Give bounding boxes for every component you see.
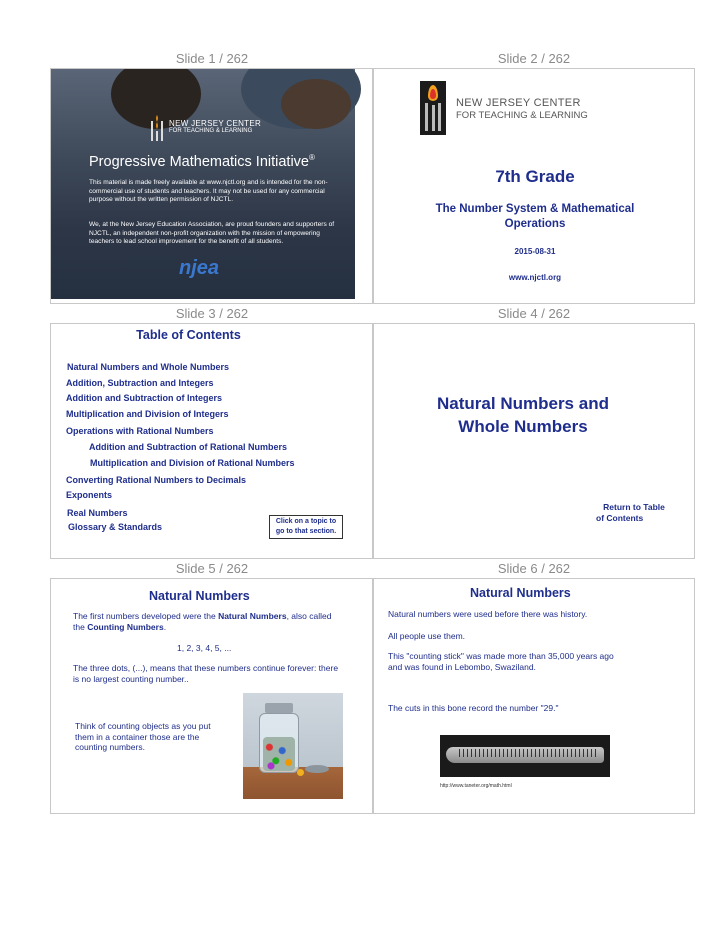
njea-logo: njea	[179, 257, 220, 279]
toc-item-mult-div-integers[interactable]: Multiplication and Division of Integers	[66, 409, 229, 419]
toc-note-box	[269, 515, 343, 539]
p1-mid: , also called the	[73, 611, 332, 632]
registered-mark: ®	[309, 153, 315, 162]
subject-line2: Operations	[504, 218, 566, 230]
njctl-logo-icon	[420, 81, 446, 135]
njctl-logo-icon	[149, 113, 165, 143]
lid-ring	[305, 765, 329, 773]
toc-item-mult-div-rational[interactable]: Multiplication and Division of Rational Numbers	[90, 458, 295, 468]
slide1-para2: We, at the New Jersey Education Association, are proud founders and supporters of NJCTL, an independent non-profit organization with the mission of empowering teachers to lead school improvement for the benefit of all students.	[89, 221, 335, 245]
slide2-org-line2: FOR TEACHING & LEARNING	[456, 110, 588, 121]
slide-1[interactable]	[50, 68, 373, 304]
slide-6-caption: Slide 6 / 262	[497, 561, 571, 576]
counting-numbers-term: Counting Numbers	[87, 621, 164, 632]
flame-icon	[430, 89, 436, 99]
slide6-para3: This "counting stick" was made more than 35,000 years ago and was found in Lebombo, Swaziland.	[388, 651, 614, 672]
toc-item-add-sub-integers[interactable]: Addition and Subtraction of Integers	[66, 393, 222, 403]
slide-2-caption: Slide 2 / 262	[497, 51, 571, 66]
return-to-toc-link[interactable]	[594, 502, 674, 524]
slide-3[interactable]	[50, 323, 373, 559]
toc-note-line2: go to that section.	[275, 528, 337, 535]
grade-title: 7th Grade	[495, 167, 575, 186]
toc-item-addition-subtraction-integers[interactable]: Addition, Subtraction and Integers	[66, 378, 214, 388]
toc-item-converting-rational[interactable]: Converting Rational Numbers to Decimals	[66, 475, 247, 485]
slide-3-caption: Slide 3 / 262	[175, 306, 249, 321]
jar-lid	[265, 703, 293, 713]
website-link[interactable]: www.njctl.org	[508, 273, 562, 282]
natural-numbers-term: Natural Numbers	[218, 611, 287, 621]
slide-4[interactable]	[373, 323, 695, 559]
toc-item-glossary-standards[interactable]: Glossary & Standards	[68, 522, 163, 532]
logo-bar	[425, 103, 428, 131]
logo-bar	[438, 103, 441, 131]
slide1-title	[89, 153, 315, 170]
slide1-title-text: Progressive Mathematics Initiative	[89, 153, 309, 170]
bone-notches	[456, 749, 596, 757]
slide5-para1	[73, 611, 343, 632]
slide6-para4: The cuts in this bone record the number "29."	[388, 703, 559, 713]
return-line1: Return to Table	[603, 502, 665, 512]
slide-1-caption: Slide 1 / 262	[175, 51, 249, 66]
slide-4-caption: Slide 4 / 262	[497, 306, 571, 321]
subject-line1: The Number System & Mathematical	[435, 203, 635, 215]
return-line2: of Contents	[596, 513, 644, 523]
toc-title: Table of Contents	[136, 328, 241, 342]
cover-photo	[51, 69, 355, 299]
toc-item-natural-whole[interactable]: Natural Numbers and Whole Numbers	[67, 362, 230, 372]
slide2-org-line1: NEW JERSEY CENTER	[456, 97, 581, 109]
toc-item-operations-rational[interactable]: Operations with Rational Numbers	[66, 426, 214, 436]
slide1-org-line2: FOR TEACHING & LEARNING	[169, 128, 253, 134]
slide5-para2: The three dots, (...), means that these numbers continue forever: there is no largest counting number..	[73, 663, 339, 684]
date-label: 2015-08-31	[514, 247, 556, 256]
slide6-title: Natural Numbers	[470, 586, 571, 600]
loose-marble	[297, 769, 304, 776]
logo-bar	[432, 105, 435, 131]
slide-6[interactable]	[373, 578, 695, 814]
section-title-line2: Whole Numbers	[458, 417, 588, 436]
slide1-para1: This material is made freely available at www.njctl.org and is intended for the non-commercial use of students and teachers. It may not be used for any commercial purpose without the written permission of NJCTL.	[89, 179, 328, 203]
lebombo-bone-image	[440, 735, 610, 777]
p1-pre: The first numbers developed were the	[73, 611, 219, 621]
number-sequence: 1, 2, 3, 4, 5, ...	[177, 643, 232, 653]
slide5-para3: Think of counting objects as you put them in a container those are the counting numbers.	[75, 721, 211, 752]
slide-5[interactable]	[50, 578, 373, 814]
slide-5-caption: Slide 5 / 262	[175, 561, 249, 576]
slide6-para1: Natural numbers were used before there was history.	[388, 609, 588, 619]
p1-post: .	[163, 621, 167, 632]
toc-item-exponents[interactable]: Exponents	[66, 490, 113, 500]
photo-figure	[281, 79, 351, 129]
toc-note-line1: Click on a topic to	[275, 518, 337, 525]
slide5-title: Natural Numbers	[149, 589, 250, 603]
slide-2[interactable]	[373, 68, 695, 304]
toc-item-real-numbers[interactable]: Real Numbers	[67, 508, 128, 518]
slide6-para2: All people use them.	[388, 631, 466, 641]
slide1-org-line1: NEW JERSEY CENTER	[169, 119, 262, 128]
image-source-link[interactable]: http://www.taneter.org/math.html	[440, 783, 512, 789]
marbles	[263, 737, 295, 771]
toc-item-add-sub-rational[interactable]: Addition and Subtraction of Rational Numbers	[89, 442, 287, 452]
marble-jar-image	[243, 693, 343, 799]
section-title-line1: Natural Numbers and	[437, 394, 609, 413]
